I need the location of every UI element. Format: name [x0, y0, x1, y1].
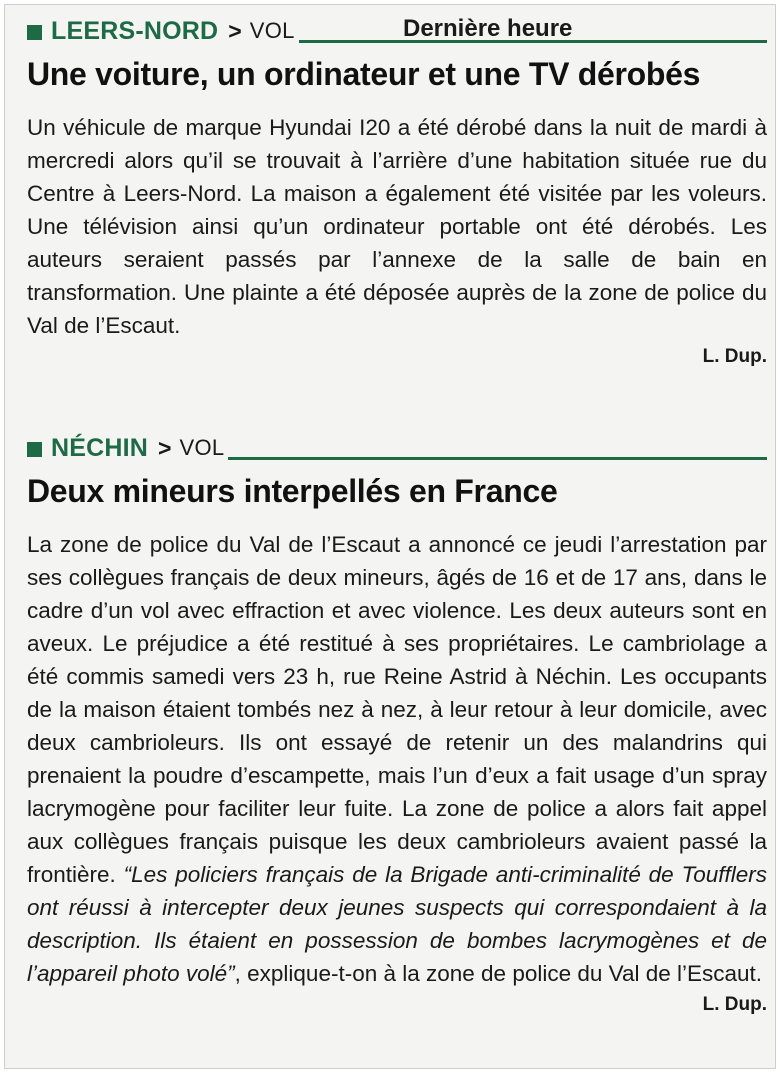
- kicker-category: VOL: [249, 18, 295, 43]
- square-bullet-icon: [27, 442, 42, 457]
- article-kicker: [27, 15, 767, 45]
- newspaper-clipping: [4, 4, 776, 1069]
- square-bullet-icon: [27, 25, 42, 40]
- article-headline: Deux mineurs interpellés en France: [27, 473, 558, 509]
- kicker-separator: >: [158, 435, 172, 461]
- article-quote: “Les policiers français de la Brigade anti-criminalité de Toufflers ont réussi à intercepter deux jeunes suspects qui correspondaient à la description. Ils étaient en possession de bombes lacrymogènes et de l’appareil photo volé”: [27, 862, 767, 986]
- article-body-text: La zone de police du Val de l’Escaut a annoncé ce jeudi l’arrestation par ses collègues français de deux mineurs, âgés de 16 et de 17 ans, dans le cadre d’un vol avec effraction et avec violence. Les deux auteurs sont en aveux. Le préjudice a été restitué à ses propriétaires. Le cambriolage a été commis samedi vers 23 h, rue Reine Astrid à Néchin. Les occupants de la maison étaient tombés nez à nez, à leur retour à leur domicile, avec deux cambrioleurs. Ils ont essayé de retenir un des malandrins qui prenaient la poudre d’escampette, mais l’un d’eux a fait usage d’un spray lacrymogène pour faciliter leur fuite. La zone de police a alors fait appel aux collègues français puisque les deux cambrioleurs avaient passé la frontière.: [27, 532, 767, 887]
- kicker-category: VOL: [179, 435, 225, 460]
- kicker-rule: [228, 457, 767, 460]
- article-body: [27, 528, 767, 990]
- article-nechin: [27, 432, 767, 1018]
- article-body-end: , explique-t-on à la zone de police du Val de l’Escaut.: [234, 961, 763, 986]
- article-byline: L. Dup.: [702, 346, 767, 367]
- article-leers-nord: [27, 15, 767, 370]
- kicker-place: LEERS-NORD: [51, 17, 219, 45]
- kicker-place: NÉCHIN: [51, 434, 149, 462]
- article-body: Un véhicule de marque Hyundai I20 a été dérobé dans la nuit de mardi à mercredi alors qu’il se trouvait à l’arrière d’une habitation située rue du Centre à Leers-Nord. La maison a également été visitée par les voleurs. Une télévision ainsi qu’un ordinateur portable ont été dérobés. Les auteurs seraient passés par l’annexe de la salle de bain en transformation. Une plainte a été déposée auprès de la zone de police du Val de l’Escaut.: [27, 115, 767, 338]
- article-headline: Une voiture, un ordinateur et une TV dérobés: [27, 56, 701, 92]
- kicker-separator: >: [228, 18, 242, 44]
- breaking-news-label: Dernière heure: [403, 15, 573, 42]
- article-byline: L. Dup.: [702, 994, 767, 1015]
- article-kicker: [27, 432, 767, 462]
